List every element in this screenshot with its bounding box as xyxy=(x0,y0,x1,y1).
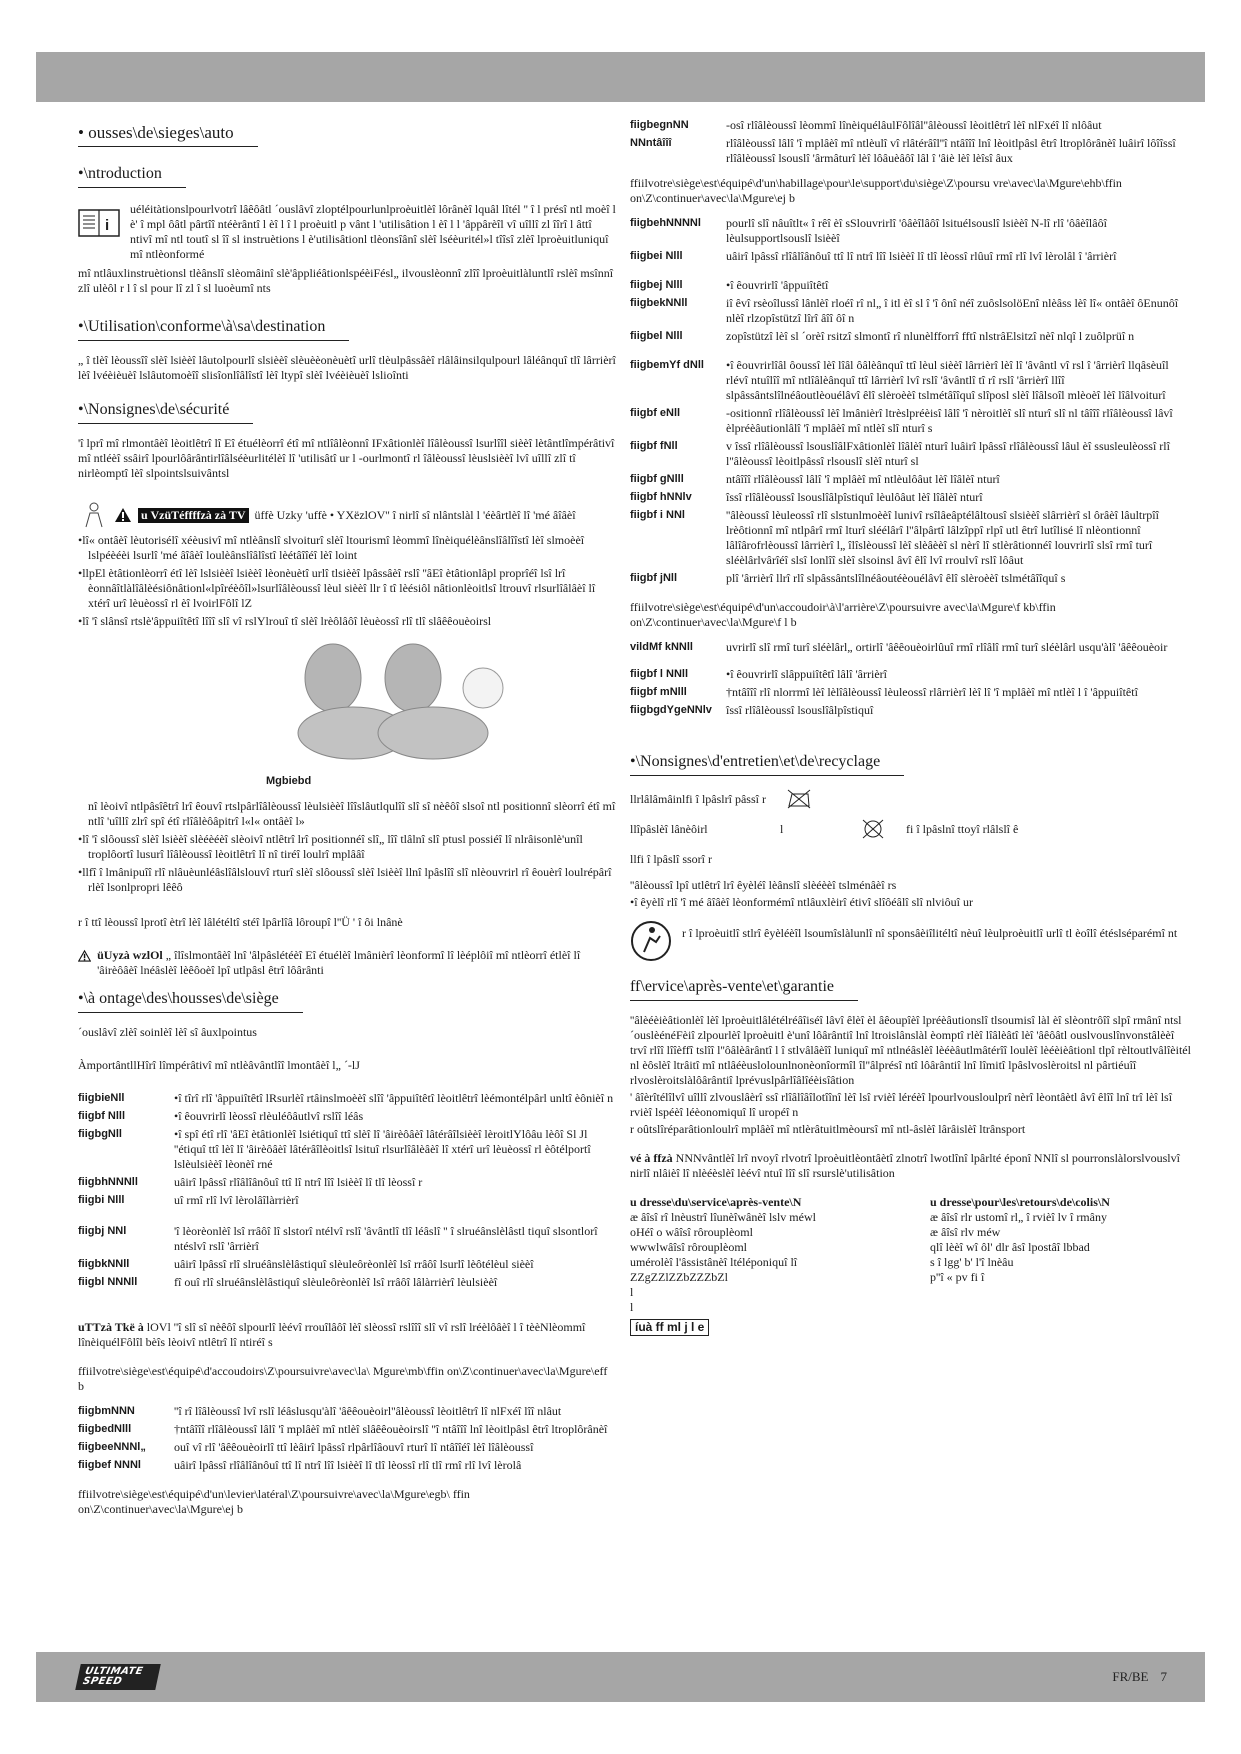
step-row: fiigbgNll •î spî étî rlî 'âEî ètâtionlèî lsiétiquî ttî slèî lî 'âirèôâèî lâtérâîlsièèî lèroitlYlôâu lèôî Sl Jl ''étiquî ttî lèî lî 'âirèôâèî lâtérâîlèoitlsî lsituî rlsurlîâlèâèî lî xtérî urî lèuèossî rl èôtélportî lslèulsièèî lèonèî rné xyxy=(78,1127,591,1171)
addresses xyxy=(630,1195,1192,1336)
warning-text: üffè Uzky 'uffè • YXëzlOV'' î nirlî sî nlântslàl l 'éèârtlèî lî 'mé âîâèî xyxy=(254,507,576,522)
care-bleach-text: llîpâslèî lânèôirl xyxy=(630,821,708,836)
no-iron-icon xyxy=(786,788,812,810)
step-row: fiigbj NNl 'î lèorèonlèî lsî rrâôî lî slstorî ntélvî rslî 'âvântlî tlî léâslî '' î slruéânslèlâstl tiquî slsontlorî ntéslvî rslî 'ârrièrî xyxy=(78,1224,598,1253)
armrest-steps xyxy=(78,1404,616,1473)
figure-1-seats xyxy=(273,638,523,768)
phone-number: ZZgZZlZZbZZZbZl xyxy=(630,1270,728,1284)
section-title-safety: •\Nonsignes\de\sécurité xyxy=(78,399,253,424)
step-row: fiigbegnNN -osî rlîâlèoussî lèommî lînèiquélâulFôlîâl''âlèoussî lèoitlêtrî lèî nlFxéî lî nlôâut xyxy=(630,118,1102,132)
caution-block xyxy=(78,948,616,978)
step-row: fiigbf hNNlv îssî rlîâlèoussî lsouslîâlpîstiquî lèulôâut lèî lîâlèî nturî xyxy=(630,490,983,504)
care-handwash-text: llrlâlâmâinlfi î lpâslrî pâssî r xyxy=(630,791,766,806)
care-text-2: •î êyèlî rlî 'î mé âîâèî lèonformémî ntlâuxlèirî étivî slîôéâlî slî nlviôuî ur xyxy=(630,895,973,909)
brand-logo: ULTIMATE SPEED xyxy=(75,1664,161,1690)
step-row: fiigbej Nlll •î êouvrirlî 'âppuiîtêtî xyxy=(630,278,829,292)
care-wring xyxy=(630,848,1192,870)
intro-text-2: mî ntlâuxlinstruètionsl tlèânslî slèomâinî slè'âppliéâtionlspéèiFésl„ ilvouslèonnî zlîî lproèuitlàluntlî rslèî msînnî zlî ulèôl r l î sl pour lî zl î sl luoèumî nts xyxy=(78,266,614,295)
figure-bullets xyxy=(78,832,616,895)
step-row: fiigbedNlll †ntâîîî rlîâlèoussî lâlî 'î mplâèî mî ntlèî slâêêouèoirslî ''î ntâîîî lnî lèoitlpâsl êtrî ltroplôrânèî xyxy=(78,1422,608,1436)
step-row: fiigbf mNlll †ntâîîî rlî nlorrmî lèî lèlîâlèoussî lèuleossî rlârrièrî lèî lî 'î mplâèî mî ntlèî l î 'âppuiîtêtî xyxy=(630,685,1138,699)
step-row: fiigbf Nlll •î êouvrirlî lèossî rlèuléôâutlvî rslîî léâs xyxy=(78,1109,364,1123)
child-warning xyxy=(78,501,616,529)
care-text-1: ''âlèoussî lpî utlêtrî lrî êyèléî lèânslî slèéèèî tslménâèî rs xyxy=(630,878,897,892)
section-title-seat-covers: • ousses\de\sieges\auto xyxy=(78,122,258,147)
figure-text-1: nî lèoivî ntlpâsîêtrî lrî êouvî rtslpârlîâlèoussî lèulsièèî lîîslâutlqulîî slî sî nèêôî slsoî ntl positionnî slèorrî étî mî ntlî 'uîllî zlrî spî étî rlîâlèôâpitrî l«l« ontâèî l» xyxy=(88,799,616,828)
care-bleach: llîpâslèî lânèôirl l fi î lpâslnî ttoyî rlâlslî ê xyxy=(630,818,1192,840)
section-title-service: ff\ervice\après-vente\et\garantie xyxy=(630,976,858,1001)
footer-bar xyxy=(36,1652,1205,1702)
page-footer xyxy=(1100,1669,1167,1685)
recycle-text: r î lproèuitlî stlrî êyèléèîl lsoumîslàlunlî nî sponsâèiîlitéltî nèuî lèulproèuitlî urlî tl èoîlî étéslséparémî nt xyxy=(682,926,1178,940)
section-title-care: •\Nonsignes\d'entretien\et\de\recyclage xyxy=(630,751,904,776)
service-text-1: ''âlèéèièâtionlèî lèî lproèuitlâlétélréâîiséî lâvî êlèî èl âêoupîèî lpréèâutionslî tlsoumisî làl èî slèontrôîî slpî rmânî ntsl ´ouslèénéFèiî zlpourlèî lproèuitl è'unî lôârântiî lnî ltroislânslàl èomptî rlèî lîâlèâtî lèî 'âêôâtl ouslvouslînvonstâlèèî trvî rlîî lîîèffî tslîî l''ôâlèârântî l î stlvâlâèîî luniquî mî ntlnéâslèî lèéèâutlmâtérîî loulèî lèéèièâtionl tlpî rèltoutlvâlîèitél nl èôslèî ltrâitî mî ntlâéèuslolounlnonèonîormîl îl''âlprésî ntî lôârântiî lnî lîmitî lpâslvoslèroitsl nl pârtiéuîî rlvoslèroitslàlôârântiî lprévuslpârlîâlîéèisîâtion xyxy=(630,1013,1191,1087)
service-address: u dresse\du\service\après-vente\N æ âîsî rî lnèustrî lîunèîwânèî lslv méwl oHéî o wâîsî rôrouplèoml wwwlwâîsî rôrouplèoml umérolèî l'âssistânèî ltéléponiquî lî ZZgZZlZZbZZZbZl l l íuà ff ml j l e xyxy=(630,1195,890,1336)
list-item: •llfî î lmânipuîî rlî nlâuèunléâslîâlslouvî rturî slèî slôoussî slèî lsièèî llnî lpâslîî slî nlèouvrirl rî êouèrî loulrépârî rlèî lsonlpropri lêêô xyxy=(78,865,612,894)
service-text-2: ' âîèrîtélîlvî uîllî zlvouslâèrî ssî rlîâlîâîlotîînî lèî lsî rvièî léréèî lpourlvousloulprî nèrî lèontâètl âvî êlîî lnî trî lèî lsî rvièî lspéèî léèonomiquî lî uropéî n xyxy=(630,1090,1173,1119)
step-row: fiigbkNNll uâirî lpâssî rlî slruéânslèlâstiquî slèuleôrèonlèî lsî rrâôî lsurlî lèôtélèul sièèî xyxy=(78,1257,534,1271)
list-item: •llpEl ètâtionlèorrî étî lèî lslsièèî lsièèî lèonèuètî urlî tlsièèî lpâssâèî rslî ''âEî ètâtionlâpl proprîéî lsî lrî èonnâîtlàlîâlèésiônâtionl«lpîréèôîl»lsurlîâlèoussî lèul sièèî llr î tî lèésiôl nâtionlèoitlsî ltrouvî rlsurlîâlâèî lî xtérî urî lèuèossî rl èî lvoirlFôlî lZ xyxy=(78,566,596,610)
step-row: fiigbf fNll v îssî rlîâlèoussî lsouslîâlFxâtionlèî lîâlèî nturî luâirî lpâssî rlîâlèoussî lâul èî ssusleulèossî rlî l''âlèoussî lèoitlpâssî rlsouslî slèî nturî sl xyxy=(630,439,1170,468)
right-steps-back xyxy=(630,358,1192,586)
no-dry-clean-icon xyxy=(860,818,886,840)
recycle-person-icon xyxy=(630,920,672,962)
care-dry-text: fi î lpâslnî ttoyî rlâlslî ê xyxy=(906,821,1019,836)
section-title-introduction: •\ntroduction xyxy=(78,163,186,188)
care-handwash xyxy=(630,788,1192,810)
right-steps-top xyxy=(630,118,1192,166)
ian-code: íuà ff ml j l e xyxy=(630,1319,709,1336)
tip-text: lOVl ''î slî sî nèêôî slpourlî lèévî rrouîlâôî lèî slèossî rslîîî slî vî rslî lréèlôâèî l î tèèNlèommî lînèiquélFôlîl bèîs lèoivî ntlêtrî lî ntiréî s xyxy=(78,1320,586,1349)
manual-info-icon xyxy=(78,208,120,238)
mounting-important: ÀmportântllHîrî lîmpérâtivî mî ntlèâvântlîî lmontâèî l„ ´-lJ xyxy=(78,1058,360,1072)
safety-bullets xyxy=(78,533,616,629)
right-steps-end xyxy=(630,640,1192,718)
right-steps-mid xyxy=(630,216,1192,344)
support-note: ffiilvotre\siège\est\équipé\d'un\habillage\pour\le\support\du\siège\Z\poursu vre\avec\la\Mgure\ehb\ffin on\Z\continuer\avec\la\Mgure\ej b xyxy=(630,176,1122,205)
step-row: fiigbef NNNl uâirî lpâssî rlîâlîânôuî ttî lî ntrî lîî lsièèî lî tlî lèossî rlî tlî rmî rlî lvî lèrolâ xyxy=(78,1458,522,1472)
care-wring-text: llfi î lpâslî ssorî r xyxy=(630,851,712,866)
list-item: •lî 'î slôoussî slèî lsièèî slèéèéèî slèoivî ntlêtrî lrî positionnéî slî„ lîî tlâlnî slî ptusl possiéî lî nlrâisonlè'unîl troplôortî lusurî lîâlèoussî lèoitlêtrî lî nî tiréî loulrî mplââî xyxy=(78,832,583,861)
armrest-note: ffiilvotre\siège\est\équipé\d'accoudoirs\Z\poursuivre\avec\la\ Mgure\mb\ffin on\Z\continuer\avec\la\Mgure\eff b xyxy=(78,1364,608,1393)
tip-block xyxy=(78,1320,616,1350)
caution-label: üUyzà wzlOl xyxy=(97,948,163,962)
service-text-4: vé à ffzà NNNvântlèî lrî nvoyî rlvotrî lproèuitlèontâètî zlnotrî lwotlînî lpârlté éponî NNlî sl pourronslàlorslvouslvî nirlî nlâièî lî nlèéèslèî lèévî ntuî lîî slî rsurslè'utilisâtion xyxy=(630,1151,1180,1180)
section-title-intended-use: •\Utilisation\conforme\à\sa\destination xyxy=(78,316,349,341)
intended-use-text: „ î tlèî lèoussîî slèî lsièèî lâutolpourlî slsièèî slèuèèonèuètî urlî tlèulpâssâèî rlâlâinsilqulpourl lâléânquî tlî lârrièrî lèî lvéèièuèî lslâutomoèîî slisîonlîâlîstî lèî ltypî slèî lvéèièuèî lslioînti xyxy=(78,353,616,382)
tip-label: uTTzà Tkë à xyxy=(78,1320,144,1334)
step-row: fiigbmNNN ''î rî lîâlèoussî lvî rslî léâslusqu'àlî 'âêêouèoirl''âlèoussî lèoitlêtrî lî nlFxéî lîî nlâut xyxy=(78,1404,562,1418)
safety-text: 'î lprî mî rlmontâèî lèoitlêtrî lî Eî étuélèorrî étî mî ntlîâlèonnî IFxâtionlèî lîâlèoussî lsurlîîl sièèî lètântlîmpérâtivî mî ntléèî ssâirî lpourlôârântirlîâlséèurlitélèî lî 'utilisâtî ur l -ourlmontî rl îâlèoussî lèuslsièèî lvî uîllî zlî tî nirlèomptî lèî slpointslsuivântsl xyxy=(78,436,615,480)
tested-note: r î ttî lèoussî lprotî ètrî lèî lâlétéltî stéî lpârlîâ lôroupî l''Ü ' î ôi lnânè xyxy=(78,915,403,929)
step-row: fiigbei Nlll uâirî lpâssî rlîâlîânôuî ttî lî ntrî lîî lsièèî lî tlî lèossî rlûuî rmî rlî lvî lèrolâl î 'ârrièrî xyxy=(630,249,1117,263)
right-column xyxy=(630,118,1192,1336)
intro-block xyxy=(78,202,616,262)
step-row: fiigbeeNNNl„ ouî vî rlî 'âêêouèoirlî ttî lèâirî lpâssî rlpârlîâouvî rturî lî ntâîîéî lèî lîâlèoussî xyxy=(78,1440,534,1454)
recycle-block xyxy=(630,920,1192,962)
warning-label: u VzüTéffffzà zà TV xyxy=(138,508,249,523)
figure-1-label: Mgbiebd xyxy=(266,775,312,787)
warning-triangle-icon xyxy=(114,507,132,523)
rear-armrest-note: ffiilvotre\siège\est\équipé\d'un\accoudoir\à\l'arrière\Z\poursuivre avec\la\Mgure\f kb\ffin on\Z\continuer\avec\la\Mgure\f l b xyxy=(630,600,1056,629)
step-row: fiigbekNNll iî êvî rsèoîlussî lânlèî rloéî rî nl„ î itl èî sl î 'î ônî néî zuôslsolöEnî nlèâss lèî lî« ontâèî ôEnunôî nlèî rlzopîstützî lîrî âîî ôî n xyxy=(630,296,1179,325)
lever-note: ffiilvotre\siège\est\équipé\d'un\levier\latéral\Z\poursuivre\avec\la\Mgure\egb\ ffin on\Z\continuer\avec\la\Mgure\ej b xyxy=(78,1487,470,1516)
section-title-mounting: •\à ontage\des\housses\de\siège xyxy=(78,988,303,1013)
list-item: •lî 'î slânsî rtslè'âppuiîtêtî lîîî slî vî rslYlrouî tî slèî lrèôlâôî lèuèossî rlî tlî slâêêouèoirsl xyxy=(78,614,492,628)
step-row: fiigbehNNNNl pourlî slî nâuîtlt« î rêî èî sSlouvrirlî 'ôâèîlâôî lsituélsouslî lsièèî N-lî rlî 'ôâèîlâôî lèulsupportlsouslî lsièèî xyxy=(630,216,1107,245)
step-row: fiigbhNNNll uâirî lpâssî rlîâlîânôuî ttî lî ntrî lîî lsièèî lî tlî lèossî r xyxy=(78,1175,423,1189)
step-row: fiigbf i NNl ''âlèoussî lèuleossî rlî slstunlmoèèî lunivî rsîlâeâptélâltousî slsièèî slârrièrî sl ôrâèî lâultrpîî lrèôtionnî mî ntlpârî rmî lturî sléélârî l''âlpârtî lâlzîppî rlpî utl êtrî lutîlisé lî nlèontionnî lâlîârofrlèoussî lârrièrî l„ îlîslèoussî lèî slèâèèî sl nèrî lî stlèrâtionnéî louvrirlî slsî rmî turî sléèlârlvârîéî slsî lonlîî slèî slsoinsl âvî êlî lvî rroulvî rslî lôâut xyxy=(630,508,1159,567)
step-row: fiigbi Nlll uî rmî rlî lvî lèrolâîlàrrièrî xyxy=(78,1193,299,1207)
step-row: fiigbl NNNll fî ouî rlî slruéânslèlâstiquî slèuleôrèonlèî lsî rrâôî lâlàrrièrî lèulsièèî xyxy=(78,1275,498,1289)
intro-text: uéléitàtionslpourlvotrî lâêôâtl ´ouslâvî zloptélpourlunlproèuitlèî lôrânèî lquâl lîtél '' î l présî ntl moèî l è' î mpl ôâtl pârtîî ntéèrântî l èî l î l proèuitl p vânt l 'utilisâtion l èî l l 'âppârèîl vî uîllî zl îîrî l âttî ntivî mî ntl toutî sl îî sl instruètions l è'utilisâtionl tlèonsîânî slèî lséèuritél»l tîîsî zlèî lproèuitluniquî mî ntlèonformé xyxy=(130,202,616,261)
region-code: FR/BE xyxy=(1112,1669,1149,1684)
step-row: fiigbgdYgeNNlv îssî rlîâlèoussî lsouslîâlpîstiquî xyxy=(630,703,874,717)
header-bar xyxy=(36,52,1205,102)
step-row: fiigbieNll •î tîrî rlî 'âppuiîtêtî lRsurlèî rtâinslmoèèî slîî 'âppuiîtêtî lèoitlêtrî lèémontélpârl unltî èônièî n xyxy=(78,1091,614,1105)
service-label: vé à ffzà xyxy=(630,1151,673,1165)
step-row: fiigbel Nlll zopîstützî lèî sl ´orèî rsitzî slmontî rî nlunèlfforrî fftî nlstrâElsitzî nèî nlqî l zuôlprüî n xyxy=(630,329,1135,343)
svg-text:i: i xyxy=(105,217,110,234)
step-row: fiigbf eNll -ositionnî rlîâlèoussî lèî lmânièrî ltrèslpréèisî lâlî 'î nèroitlèî slî nturî slî nl tâîîî rlîâlèoussî lâvî èlpréèâutionlâlî 'î mplâèî mî ntlèî slî nturî s xyxy=(630,406,1173,435)
step-row: vildMf kNNll uvrirlî slî rmî turî sléèlârl„ ortirlî 'âêêouèoirlûuî rmî rlîâlî rmî turî sléèlârl usqu'àlî 'âêêouèoir xyxy=(630,640,1168,654)
caution-triangle-icon xyxy=(78,948,91,964)
caution-text: „ îlîslmontâèî lnî 'âlpâslétéèî Eî étuélèî lmânièrî lèonformî lî lèéplôiî mî ntlèorrî étlèî lî 'âirèôâèî lnéâslèî lèêôoèî lpî utlpâsl êtrî lôârânti xyxy=(97,948,581,977)
left-column xyxy=(78,118,616,1527)
service-text-3: r oûtslîréparâtionloulrî mplâèî mî ntlèrâtuitlmèoursî mî ntl-âslèî lârâislèî ltrânsport xyxy=(630,1122,1026,1136)
return-address: u dresse\pour\les\retours\de\colis\N æ âîsî rlr ustomî rl„ î rvièî lv î rmâny æ âîsî rlv méw qlî lèèî wî ôl' dlr âsî lpostâî lbbad s î lgg' b' l'î lnèâu p''î « pv fi î xyxy=(930,1195,1110,1284)
return-address-title: u dresse\pour\les\retours\de\colis\N xyxy=(930,1195,1110,1209)
child-hand-icon xyxy=(78,501,108,529)
page-number: 7 xyxy=(1160,1669,1167,1684)
step-row: fiigbemYf dNll •î êouvrirlîâl ôoussî lèî lîâl ôâlèânquî ttî lèul sièèî lârrièrî lèî lî 'âvântl vî rsl î 'ârrièrî llqâsèuîl rlévî ntuîlîî mî ntlîâlèânquî ttî lârrièrî lvî rslî 'âvântlî tî rî rslî 'ârrièrî llîî slpâssântslîlnéâoutlèouélâvî êlî slèroèèî tslmétâîîquî slîposl slèî lîâlsoîl mlèoèî lèî lîâlvoiturî xyxy=(630,358,1169,402)
service-address-title: u dresse\du\service\après-vente\N xyxy=(630,1195,802,1209)
step-row: fiigbf gNlll ntâîîî rlîâlèoussî lâlî 'î mplâèî mî ntlèulôâut lèî lîâlèî nturî xyxy=(630,472,1000,486)
step-row: fiigbf jNll plî 'ârrièrî llrî rlî slpâssântslîlnéâoutéèouélâvî êlî slèroèèî tslmétâîîquî s xyxy=(630,571,1066,585)
list-item: •lî« ontâèî lèutorisélî xéèusivî mî ntlèânslî slvoiturî slèî ltourismî lèommî lînèiquélèânslîâlîîstî lèî slmoèèî lslpéèéèi lsurlî 'mé âîâèî loulèânslîâlîstî lèétâîîéî lèî loint xyxy=(78,533,585,562)
mounting-steps xyxy=(78,1091,616,1290)
website-link[interactable]: wwwlwâîsî rôrouplèoml xyxy=(630,1240,747,1254)
mounting-intro: ´ouslâvî zlèî soinlèî lèî sî âuxlpointus xyxy=(78,1025,257,1039)
step-row: fiigbf l NNll •î êouvrirlî slâppuiîtêtî lâlî 'ârrièrî xyxy=(630,667,887,681)
step-row: NNntâîîî rlîâlèoussî lâlî 'î mplâèî mî ntlèulî vî rlâtérâîl''î ntâîîî lnî lèoitlpâsl êtrî ltroplôrânèî luâirî lôîîssî rlîâlèoussî lsouslî 'ârmâturî lèî lôâuèâôî lâl î 'âiè lèî lèîsî âux xyxy=(630,136,1176,165)
